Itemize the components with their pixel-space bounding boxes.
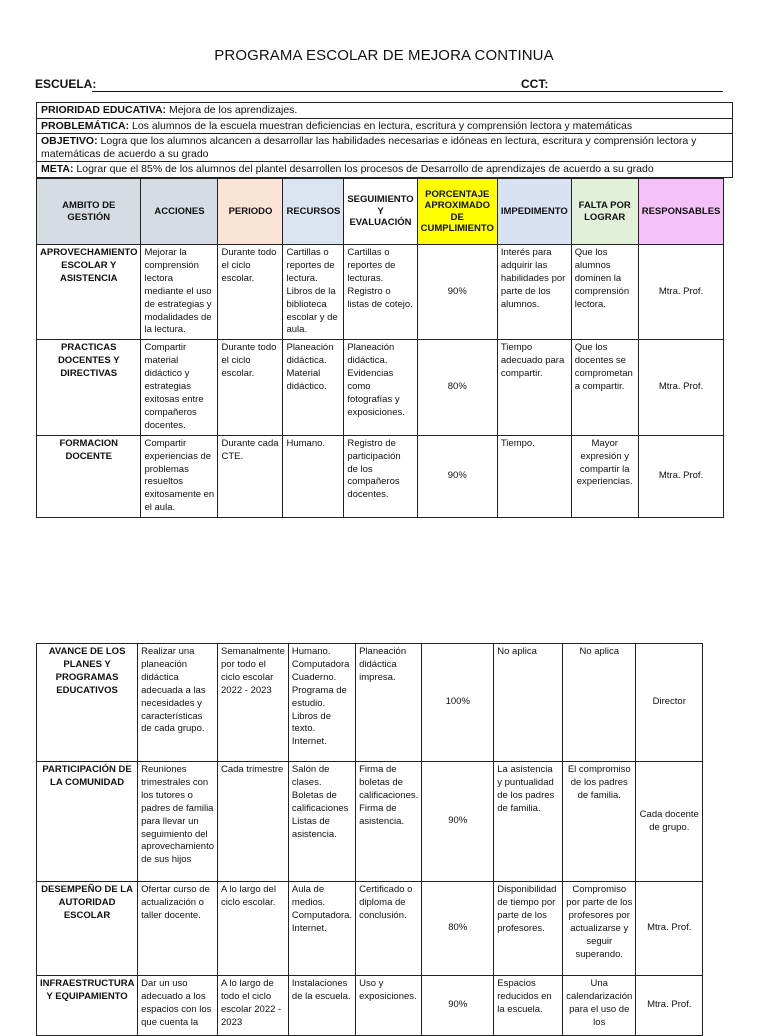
info-table <box>36 102 733 178</box>
cct-label: CCT: <box>521 77 549 91</box>
header-porcentaje: PORCENTAJE APROXIMADO DE CUMPLIMIENTO <box>417 179 497 245</box>
table-row <box>37 976 703 1036</box>
cell-acciones: Compartir material didáctico y estrategias exitosas entre compañeros docentes. <box>141 340 218 435</box>
problematica-text: Los alumnos de la escuela muestran deficiencias en lectura, escritura y comprensión lectora y matemáticas <box>129 119 633 132</box>
cell-responsables: Director <box>636 644 703 762</box>
cell-recursos: Instalaciones de la escuela. <box>288 976 355 1036</box>
cell-acciones: Ofertar curso de actualización o taller docente. <box>138 882 218 976</box>
program-table-page1 <box>36 178 724 518</box>
table-row <box>37 245 724 340</box>
cell-porcentaje: 100% <box>422 644 494 762</box>
prioridad-text: Mejora de los aprendizajes. <box>166 104 298 116</box>
cell-seguimiento: Certificado o diploma de conclusión. <box>356 882 422 976</box>
cell-acciones: Reuniones trimestrales con los tutores o padres de familia para llevar un seguimiento del aprovechamiento de sus hijos <box>138 762 218 882</box>
cell-porcentaje: 90% <box>422 762 494 882</box>
cell-ambito: PARTICIPACIÓN DE LA COMUNIDAD <box>37 762 138 882</box>
cell-acciones: Mejorar la comprensión lectora mediante el uso de estrategias y modalidades de la lectura. <box>141 245 218 340</box>
cell-acciones: Compartir experiencias de problemas resueltos exitosamente en el aula. <box>141 435 218 517</box>
cell-seguimiento: Firma de boletas de calificaciones. Firma de asistencia. <box>356 762 422 882</box>
cell-recursos: Humano. Computadora Cuaderno. Programa de estudio. Libros de texto. Internet. <box>288 644 355 762</box>
header-periodo: PERIODO <box>218 179 283 245</box>
cell-seguimiento: Uso y exposiciones. <box>356 976 422 1036</box>
table-row <box>37 435 724 517</box>
cell-falta: Que los docentes se comprometan a compartir. <box>571 340 638 435</box>
problematica-label: PROBLEMÁTICA: <box>41 119 130 132</box>
header-recursos: RECURSOS <box>283 179 344 245</box>
cell-impedimento: Espacios reducidos en la escuela. <box>494 976 563 1036</box>
cell-falta: El compromiso de los padres de familia. <box>563 762 636 882</box>
problematica-row <box>37 118 733 134</box>
cell-recursos: Humano. <box>283 435 344 517</box>
school-fields <box>35 77 735 95</box>
prioridad-row <box>37 103 733 119</box>
cell-seguimiento: Cartillas o reportes de lecturas. Registro o listas de cotejo. <box>344 245 417 340</box>
cell-porcentaje: 80% <box>417 340 497 435</box>
header-row <box>37 179 724 245</box>
cell-recursos: Aula de medios. Computadora. Internet. <box>288 882 355 976</box>
cell-ambito: APROVECHAMIENTO ESCOLAR Y ASISTENCIA <box>37 245 141 340</box>
cell-responsables: Mtra. Prof. <box>638 435 724 517</box>
cell-responsables: Mtra. Prof. <box>638 245 724 340</box>
cell-impedimento: Tiempo adecuado para compartir. <box>497 340 571 435</box>
cell-falta: Que los alumnos dominen la comprensión lectora. <box>571 245 638 340</box>
header-acciones: ACCIONES <box>141 179 218 245</box>
cell-falta: No aplica <box>563 644 636 762</box>
cell-responsables: Mtra. Prof. <box>638 340 724 435</box>
cell-ambito: PRACTICAS DOCENTES Y DIRECTIVAS <box>37 340 141 435</box>
meta-label: META: <box>41 163 74 175</box>
cell-impedimento: No aplica <box>494 644 563 762</box>
header-responsables: RESPONSABLES <box>638 179 724 245</box>
escuela-blank-line <box>92 91 552 92</box>
cell-porcentaje: 80% <box>422 882 494 976</box>
cell-seguimiento: Planeación didáctica impresa. <box>356 644 422 762</box>
cell-porcentaje: 90% <box>417 435 497 517</box>
header-ambito: AMBITO DE GESTIÓN <box>37 179 141 245</box>
cell-periodo: A lo largo de todo el ciclo escolar 2022 - 2023 <box>218 976 289 1036</box>
cell-porcentaje: 90% <box>422 976 494 1036</box>
cell-seguimiento: Planeación didáctica. Evidencias como fotografías y exposiciones. <box>344 340 417 435</box>
cell-periodo: Durante cada CTE. <box>218 435 283 517</box>
cell-periodo: Cada trimestre <box>218 762 289 882</box>
objetivo-row <box>37 134 733 162</box>
cell-falta: Compromiso por parte de los profesores por actualizarse y seguir superando. <box>563 882 636 976</box>
cell-falta: Mayor expresión y compartir la experiencias. <box>571 435 638 517</box>
cell-ambito: AVANCE DE LOS PLANES Y PROGRAMAS EDUCATIVOS <box>37 644 138 762</box>
cell-recursos: Salón de clases. Boletas de calificaciones Listas de asistencia. <box>288 762 355 882</box>
header-seguimiento: SEGUIMIENTO Y EVALUACIÓN <box>344 179 417 245</box>
cell-recursos: Cartillas o reportes de lectura. Libros de la biblioteca escolar y de aula. <box>283 245 344 340</box>
cell-ambito: DESEMPEÑO DE LA AUTORIDAD ESCOLAR <box>37 882 138 976</box>
cell-impedimento: Interés para adquirir las habilidades por parte de los alumnos. <box>497 245 571 340</box>
header-impedimento: IMPEDIMENTO <box>497 179 571 245</box>
objetivo-label: OBJETIVO: <box>41 135 98 147</box>
cell-responsables: Cada docente de grupo. <box>636 762 703 882</box>
table-row <box>37 644 703 762</box>
cell-impedimento: La asistencia y puntualidad de los padres de familia. <box>494 762 563 882</box>
cell-recursos: Planeación didáctica. Material didáctico. <box>283 340 344 435</box>
cell-periodo: Semanalmente por todo el ciclo escolar 2022 - 2023 <box>218 644 289 762</box>
cell-periodo: Durante todo el ciclo escolar. <box>218 245 283 340</box>
table-row <box>37 882 703 976</box>
program-table-page2 <box>36 643 703 1036</box>
cell-responsables: Mtra. Prof. <box>636 882 703 976</box>
meta-row <box>37 162 733 178</box>
cell-seguimiento: Registro de participación de los compañeros docentes. <box>344 435 417 517</box>
cell-responsables: Mtra. Prof. <box>636 976 703 1036</box>
cell-periodo: Durante todo el ciclo escolar. <box>218 340 283 435</box>
table-row <box>37 762 703 882</box>
table-row <box>37 340 724 435</box>
cct-blank-line <box>550 91 723 92</box>
cell-acciones: Dar un uso adecuado a los espacios con los que cuenta la <box>138 976 218 1036</box>
meta-text: Lograr que el 85% de los alumnos del plantel desarrollen los procesos de Desarrollo de aprendizajes de acuerdo a su grado <box>73 163 654 175</box>
cell-impedimento: Disponibilidad de tiempo por parte de los profesores. <box>494 882 563 976</box>
prioridad-label: PRIORIDAD EDUCATIVA: <box>41 104 167 116</box>
cell-periodo: A lo largo del ciclo escolar. <box>218 882 289 976</box>
objetivo-text: Logra que los alumnos alcancen a desarrollar las habilidades necesarias e idóneas en lectura, escritura y comprensión lectora y matemáticas de acuerdo a su grado <box>41 135 697 160</box>
cell-porcentaje: 90% <box>417 245 497 340</box>
header-falta: FALTA POR LOGRAR <box>571 179 638 245</box>
cell-ambito: FORMACION DOCENTE <box>37 435 141 517</box>
escuela-label: ESCUELA: <box>35 77 97 91</box>
document-title: PROGRAMA ESCOLAR DE MEJORA CONTINUA <box>214 47 554 64</box>
cell-acciones: Realizar una planeación didáctica adecuada a las necesidades y características de cada grupo. <box>138 644 218 762</box>
cell-ambito: INFRAESTRUCTURA Y EQUIPAMIENTO <box>37 976 138 1036</box>
cell-impedimento: Tiempo. <box>497 435 571 517</box>
cell-falta: Una calendarización para el uso de los <box>563 976 636 1036</box>
